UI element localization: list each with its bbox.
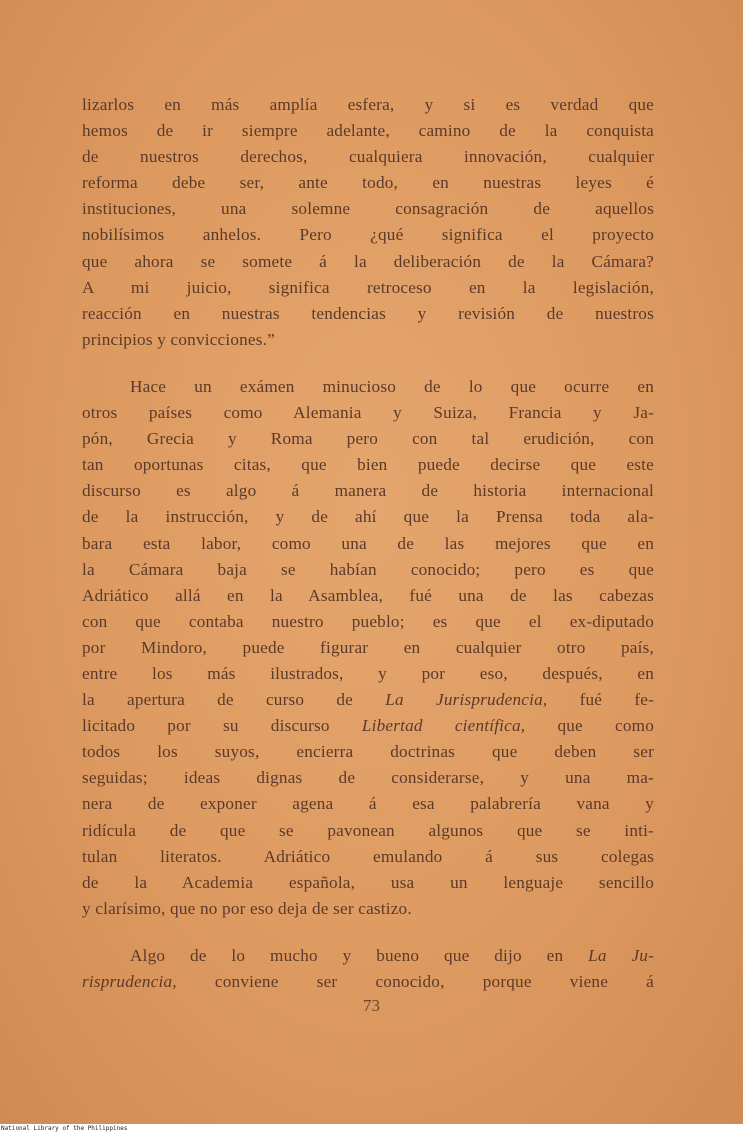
italic-title: La Ju- bbox=[588, 945, 654, 965]
italic-title: Libertad científica, bbox=[361, 716, 526, 736]
text-segment: licitado por su discurso bbox=[82, 716, 330, 736]
text-segment: que como bbox=[557, 716, 654, 736]
paragraph-3 bbox=[82, 943, 654, 995]
text-segment: fué fe- bbox=[579, 690, 655, 710]
text-line: Adriático allá en la Asamblea, fué una de las cabezas bbox=[82, 585, 654, 605]
text-line: tan oportunas citas, que bien puede decirse que este bbox=[82, 455, 654, 475]
text-line: y clarísimo, que no por eso deja de ser castizo. bbox=[82, 898, 412, 918]
text-segment: conviene ser conocido, porque viene á bbox=[214, 972, 654, 991]
body-text bbox=[82, 92, 654, 995]
text-line: de la Academia española, usa un lenguaje sencillo bbox=[82, 872, 654, 892]
text-line-mixed bbox=[82, 687, 654, 713]
text-line: pón, Grecia y Roma pero con tal erudición, con bbox=[82, 429, 654, 449]
page-number: 73 bbox=[363, 996, 380, 1015]
text-line: bara esta labor, como una de las mejores que en bbox=[82, 533, 654, 553]
text-line: la Cámara baja se habían conocido; pero es que bbox=[82, 559, 654, 579]
text-line: hemos de ir siempre adelante, camino de la conquista bbox=[82, 121, 654, 141]
text-line: todos los suyos, encierra doctrinas que deben ser bbox=[82, 742, 654, 762]
footer-bar bbox=[0, 1124, 743, 1133]
paragraph-2 bbox=[82, 374, 654, 922]
text-line: nera de exponer agena á esa palabrería vana y bbox=[82, 794, 654, 814]
text-line: lizarlos en más amplía esfera, y si es verdad que bbox=[82, 95, 654, 114]
text-line: principios y convicciones.” bbox=[82, 329, 275, 349]
text-line: Hace un exámen minucioso de lo que ocurre en bbox=[130, 376, 654, 396]
text-line: de nuestros derechos, cualquiera innovación, cualquier bbox=[82, 147, 654, 167]
text-line: tulan literatos. Adriático emulando á sus colegas bbox=[82, 846, 654, 866]
text-line-mixed bbox=[82, 713, 654, 739]
text-line: seguidas; ideas dignas de considerarse, y una ma- bbox=[82, 768, 654, 788]
text-line: nobilísimos anhelos. Pero ¿qué significa el proyecto bbox=[82, 225, 654, 245]
text-segment: Algo de lo mucho y bueno que dijo en bbox=[130, 945, 564, 965]
text-segment: la apertura de curso de bbox=[82, 690, 354, 710]
text-line: reforma debe ser, ante todo, en nuestras leyes é bbox=[82, 173, 654, 193]
text-line: A mi juicio, significa retroceso en la legislación, bbox=[82, 277, 654, 297]
text-line: instituciones, una solemne consagración de aquellos bbox=[82, 199, 654, 219]
library-credit: National Library of the Philippines bbox=[1, 1125, 128, 1132]
text-line: por Mindoro, puede figurar en cualquier otro país, bbox=[82, 637, 654, 657]
text-line-mixed bbox=[82, 969, 654, 995]
text-line: reacción en nuestras tendencias y revisión de nuestros bbox=[82, 303, 654, 323]
text-line: con que contaba nuestro pueblo; es que el ex-diputado bbox=[82, 611, 654, 631]
text-line: otros países como Alemania y Suiza, Francia y Ja- bbox=[82, 403, 654, 423]
italic-title: risprudencia, bbox=[82, 972, 177, 991]
text-line-mixed bbox=[82, 943, 654, 969]
text-line: que ahora se somete á la deliberación de la Cámara? bbox=[82, 251, 654, 271]
italic-title: La Jurisprudencia, bbox=[385, 690, 548, 710]
text-line: discurso es algo á manera de historia internacional bbox=[82, 481, 654, 501]
text-line: de la instrucción, y de ahí que la Prensa toda ala- bbox=[82, 507, 654, 527]
paragraph-1 bbox=[82, 92, 654, 353]
text-line: ridícula de que se pavonean algunos que se inti- bbox=[82, 820, 654, 840]
text-line: entre los más ilustrados, y por eso, después, en bbox=[82, 663, 654, 683]
